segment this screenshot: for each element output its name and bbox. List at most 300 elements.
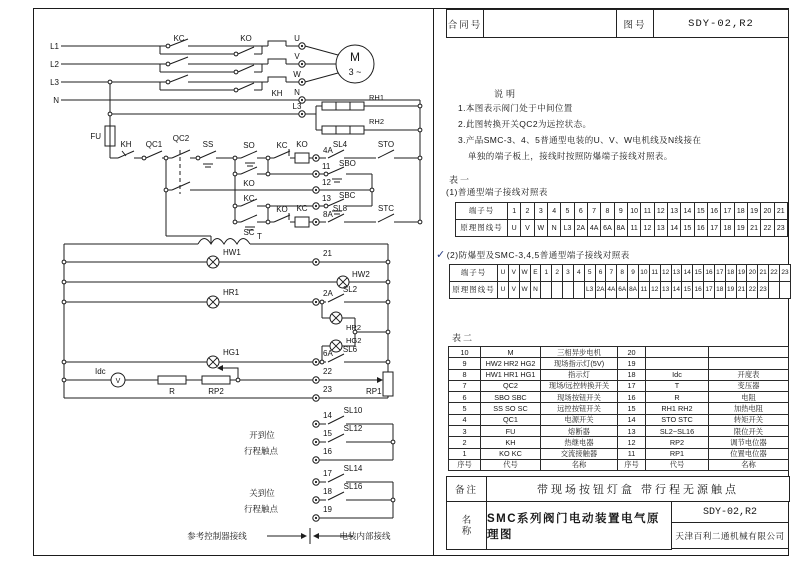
table-cell: V [508,282,519,299]
table-cell: 12 [654,203,667,220]
junction-ring [386,300,390,304]
name-label-line1: 名 [461,514,472,526]
table-cell: 12 [649,282,660,299]
table-cell: 4 [573,265,584,282]
table-cell: 14 [618,414,646,425]
table-cell: 13 [667,203,680,220]
table-cell: 21 [758,265,769,282]
junction-ring [418,104,422,108]
circuit-label: 16 [323,447,332,456]
table-cell: SL2~SL16 [646,426,709,437]
circuit-label: L3 [50,78,59,87]
table-cell: 15 [681,220,694,237]
table-cell: 6 [449,392,481,403]
table-cell: 转矩开关 [709,414,789,425]
company-name: 天津百利二通机械有限公司 [671,522,789,549]
table-cell: 7 [449,380,481,391]
table-cell: 位置电位器 [709,448,789,459]
junction-ring [386,280,390,284]
table-cell: 23 [779,265,790,282]
circuit-label: KH [271,89,283,98]
terminal-table-exproof [449,264,791,299]
junction-ring [386,360,390,364]
table-cell: 9 [449,358,481,369]
circuit-label: KC [296,204,308,213]
junction-ring [370,188,374,192]
table-cell: QC2 [481,380,541,391]
terminal-dot [315,173,317,175]
circuit-label: SL12 [343,424,363,433]
circuit-label: 电装内部接线 [339,531,391,541]
table-cell: 2 [449,437,481,448]
circuit-label: Idc [95,367,106,376]
table-cell: 热继电器 [541,437,618,448]
terminal-dot [315,157,317,159]
circuit-label: HG1 [223,348,240,357]
table-cell: 15 [682,282,693,299]
table-cell: 5 [449,403,481,414]
junction-ring [62,360,66,364]
circuit-diagram [33,8,433,555]
terminal-dot [315,481,317,483]
junction-ring [62,378,66,382]
junction-ring [62,300,66,304]
junction-ring [320,300,324,304]
notes-list [458,100,701,164]
table-cell: 17 [704,282,715,299]
table-cell: 16 [618,392,646,403]
transformer-winding [198,239,250,245]
table-cell: 9 [628,265,639,282]
circuit-label: 14 [323,411,332,420]
table-cell: 11 [627,220,640,237]
circuit-label: R [169,387,175,396]
table-cell: 3 [563,265,574,282]
table-cell [646,358,709,369]
table-cell: 序号 [618,459,646,470]
junction-ring [108,112,112,116]
circuit-label: SS [202,140,214,149]
table-cell: 6 [595,265,606,282]
table-cell: 开度表 [709,369,789,380]
table-cell: 4A [587,220,600,237]
resistor-r [158,376,186,384]
table-cell: 12 [641,220,654,237]
table-cell: 23 [774,220,787,237]
table-cell: 20 [747,265,758,282]
table-cell: FU [481,426,541,437]
component-table [448,346,788,471]
circuit-label: 23 [323,385,332,394]
arrowheads [217,365,383,539]
table-cell: L3 [584,282,595,299]
table-cell: 代号 [646,459,709,470]
junction-ring [386,330,390,334]
table-cell: 4 [547,203,560,220]
table-cell: 14 [682,265,693,282]
junction-ring [266,204,270,208]
table-cell: 14 [671,282,682,299]
drawing-no-value: SDY-02,R2 [653,9,789,38]
table-cell: 16 [694,220,707,237]
terminal-dot [315,499,317,501]
table-cell: 16 [707,203,720,220]
table-cell: 15 [694,203,707,220]
notes-heading: 说明 [494,89,519,99]
note-line: 单独的端子板上，接线时按照防爆端子接线对照表。 [468,151,673,161]
table-cell: QC1 [481,414,541,425]
table-cell: 2 [521,203,534,220]
junction-ring [418,128,422,132]
circuit-label: 15 [323,429,332,438]
terminal-dot [315,205,317,207]
circuit-label: SBC [339,191,356,200]
circuit-label: SBO [339,159,356,168]
wires [61,41,420,544]
circuit-label: U [294,34,300,43]
circuit-label: 11 [322,162,331,171]
junction-ring [233,156,237,160]
circuit-label: T [257,232,262,241]
junction-ring [418,220,422,224]
junction-ring [324,172,328,176]
terminal-dot [315,301,317,303]
table-cell: Idc [646,369,709,380]
circuit-label: 17 [323,469,332,478]
table-cell: 指示灯 [541,369,618,380]
table-cell: 17 [714,265,725,282]
circuit-label: SO [243,141,255,150]
table-cell: 三相异步电机 [541,347,618,358]
circuit-label: 开到位 [249,430,275,440]
table-cell: 19 [725,282,736,299]
circuit-label: L3 [292,102,302,111]
table-cell: 18 [725,265,736,282]
table-cell: 7 [587,203,600,220]
junction-ring [164,188,168,192]
circuit-label: STC [378,204,394,213]
circuit-label: RP1 [366,387,382,396]
table-cell: 2A [595,282,606,299]
junction-ring [164,156,168,160]
table-cell: 电源开关 [541,414,618,425]
table-cell: 3 [534,203,547,220]
table-cell: 20 [618,347,646,358]
table-cell: 5 [561,203,574,220]
circuit-label: KC [243,194,255,203]
circuit-label: 4A [323,146,333,155]
table-cell: 端子号 [456,203,508,220]
table-cell: 21 [747,220,760,237]
table-cell: 19 [734,220,747,237]
table-cell: KH [481,437,541,448]
terminal-dot [315,459,317,461]
circuit-label: SL14 [343,464,363,473]
table-cell: 19 [747,203,760,220]
terminal-table-normal [455,202,788,237]
table-cell: 端子号 [450,265,498,282]
circuit-label: SL10 [343,406,363,415]
title-bar [446,9,789,38]
table-cell: STO STC [646,414,709,425]
table-cell: 名称 [541,459,618,470]
circuit-label: QC1 [145,140,163,149]
junction-ring [166,62,170,66]
circuit-label: L1 [50,42,59,51]
table-cell: 原理图线号 [450,282,498,299]
table-one-subcaption: (1)普通型端子接线对照表 [446,187,548,197]
junction-ring [234,70,238,74]
circuit-label: RH2 [369,117,385,126]
circuit-label: KO [243,179,255,188]
circuit-label: STO [377,140,395,149]
table-cell: T [646,380,709,391]
contract-no-label: 合同号 [446,9,484,38]
table-cell: 电阻 [709,392,789,403]
table-two-subcaption-text: (2)防爆型及SMC-3,4,5普通型端子接线对照表 [446,250,630,260]
note-line: 1.本图表示阀门处于中间位置 [458,103,573,113]
table-cell: 22 [769,265,780,282]
circuit-label: 6A [323,349,333,358]
table-cell [769,282,780,299]
circuit-label: 21 [323,249,332,258]
note-line: 3.产品SMC-3、4、5普通型电装的U、V、W电机线及N线接在 [458,135,702,145]
table-cell [563,282,574,299]
table-cell: 2 [552,265,563,282]
table-cell: 原理图线号 [456,220,508,237]
junction-ring [166,44,170,48]
table-cell: 1 [449,448,481,459]
circuit-label: SL4 [332,140,348,149]
junction-ring [108,80,112,84]
table-cell: U [498,265,509,282]
circuit-label: N [53,96,59,105]
table-cell: 序号 [449,459,481,470]
check-mark: ✓ [436,249,446,261]
table-cell: 11 [638,282,649,299]
terminal-dot [315,441,317,443]
table-cell: 16 [693,282,704,299]
table-cell: RP1 [646,448,709,459]
circuit-label: 2A [323,289,333,298]
title-block-drawing-no: SDY-02,R2 [671,501,789,523]
junction-ring [142,156,146,160]
table-cell: 4A [606,282,617,299]
circuit-label: 关到位 [249,488,275,498]
table-cell: U [498,282,509,299]
potentiometer-rp2 [202,376,230,384]
table-cell: 14 [667,220,680,237]
table-cell: V [521,220,534,237]
title-block [446,501,789,550]
circuit-label: KC [173,34,185,43]
table-cell: W [534,220,547,237]
circuit-label: 22 [323,367,332,376]
table-cell: 变压器 [709,380,789,391]
table-cell: 18 [714,282,725,299]
table-cell: 13 [660,282,671,299]
terminal-dot [301,99,303,101]
junction-ring [386,260,390,264]
table-cell: 15 [618,403,646,414]
junction-ring [233,220,237,224]
table-cell: 1 [541,265,552,282]
drawing-title: SMC系列阀门电动装置电气原理图 [486,501,672,550]
drawing-no-label: 图号 [616,9,654,38]
table-cell: R [646,392,709,403]
circuit-label: 12 [322,178,331,187]
table-cell [779,282,790,299]
table-cell: W [519,282,530,299]
table-cell: U [508,220,521,237]
junction-ring [418,156,422,160]
heater-rh1 [322,102,364,110]
circuit-label: KO [240,34,252,43]
table-cell [552,282,563,299]
terminal-dot [301,81,303,83]
circuit-label: 13 [322,194,331,203]
circuit-label: QC2 [172,134,190,143]
terminal-dot [301,113,303,115]
remark-row [446,476,790,502]
table-cell: 16 [704,265,715,282]
terminal-dot [315,261,317,263]
table-cell: 22 [761,220,774,237]
table-cell: 限位开关 [709,426,789,437]
table-cell: 18 [618,369,646,380]
terminal-dot [315,397,317,399]
remark-text: 带现场按钮灯盒 带行程无源触点 [486,476,790,502]
table-cell: 1 [508,203,521,220]
name-label-line2: 称 [461,525,472,537]
table-cell: 22 [747,282,758,299]
terminal-dot [315,423,317,425]
table-cell: 11 [649,265,660,282]
table-cell: V [508,265,519,282]
table-cell: 现场/远控转换开关 [541,380,618,391]
table-cell: 8A [614,220,627,237]
table-cell [646,347,709,358]
circuit-label: M [350,50,360,64]
table-cell: N [547,220,560,237]
junction-ring [266,156,270,160]
table-cell: 17 [707,220,720,237]
panel-divider [433,8,434,555]
circuit-label: 8A [323,210,333,219]
junction-ring [391,498,395,502]
circuit-label: HR1 [223,288,240,297]
name-label [446,501,487,550]
table-cell: 10 [638,265,649,282]
table-cell: 交流接触器 [541,448,618,459]
table-cell [573,282,584,299]
circuit-label: HW2 [352,270,370,279]
table-cell: RH1 RH2 [646,403,709,414]
table-cell: 9 [614,203,627,220]
table-cell: 19 [618,358,646,369]
table-cell: 8A [628,282,639,299]
table-cell: 12 [618,437,646,448]
table-cell: 12 [660,265,671,282]
table-cell: 熔断器 [541,426,618,437]
table-cell: 10 [449,347,481,358]
junction-ring [320,360,324,364]
table-cell: 17 [618,380,646,391]
component-table-caption: 表二 [452,333,475,343]
table-cell: 15 [693,265,704,282]
table-cell [709,358,789,369]
table-cell: 8 [449,369,481,380]
terminal-dot [315,361,317,363]
circuit-label: N [294,88,300,97]
circuit-label: RH1 [369,93,385,102]
circuit-label: 行程触点 [243,504,279,514]
table-cell: HW1 HR1 HG1 [481,369,541,380]
circuit-label: HG2 [346,336,362,345]
circuit-label: KO [296,140,308,149]
junction-ring [236,378,240,382]
table-cell: 加热电阻 [709,403,789,414]
circuit-label: L2 [50,60,59,69]
table-cell: W [519,265,530,282]
circuit-label: KH [120,140,132,149]
coil-ko [295,153,309,163]
circuit-label: SL6 [342,345,358,354]
table-cell: M [481,347,541,358]
circuit-label: SL8 [332,204,348,213]
table-cell: L3 [561,220,574,237]
table-cell: 6A [601,220,614,237]
table-cell: 18 [734,203,747,220]
junction-ring [62,260,66,264]
table-cell: 6A [617,282,628,299]
table-cell: SBO SBC [481,392,541,403]
circuit-label: KO [276,205,288,214]
table-cell: 23 [758,282,769,299]
table-cell: 现场指示灯(5V) [541,358,618,369]
circuit-label: FU [90,132,101,141]
table-cell: HW2 HR2 HG2 [481,358,541,369]
circuit-label: 行程触点 [243,446,279,456]
table-cell: KO KC [481,448,541,459]
table-cell: 名称 [709,459,789,470]
terminal-dot [315,189,317,191]
table-cell: 4 [449,414,481,425]
junction-ring [62,280,66,284]
terminal-dot [301,45,303,47]
table-cell: 远控按钮开关 [541,403,618,414]
circuit-label: 18 [323,487,332,496]
junction-ring [324,204,328,208]
circuit-label: SL2 [342,285,358,294]
circuit-label: KC [276,141,288,150]
table-cell: SS SO SC [481,403,541,414]
table-one-caption: 表一 [449,175,472,185]
circuit-label: 参考控制器接线 [187,531,247,541]
table-cell: 14 [681,203,694,220]
table-cell: 调节电位器 [709,437,789,448]
terminal-dot [315,517,317,519]
table-cell: N [530,282,541,299]
circuit-label: HW1 [223,248,241,257]
circuit-label: W [293,70,301,79]
circuit-label: HR2 [346,323,362,332]
table-cell: 13 [618,426,646,437]
table-cell: 8 [601,203,614,220]
table-cell: 20 [761,203,774,220]
junction-ring [234,88,238,92]
junction-ring [234,52,238,56]
